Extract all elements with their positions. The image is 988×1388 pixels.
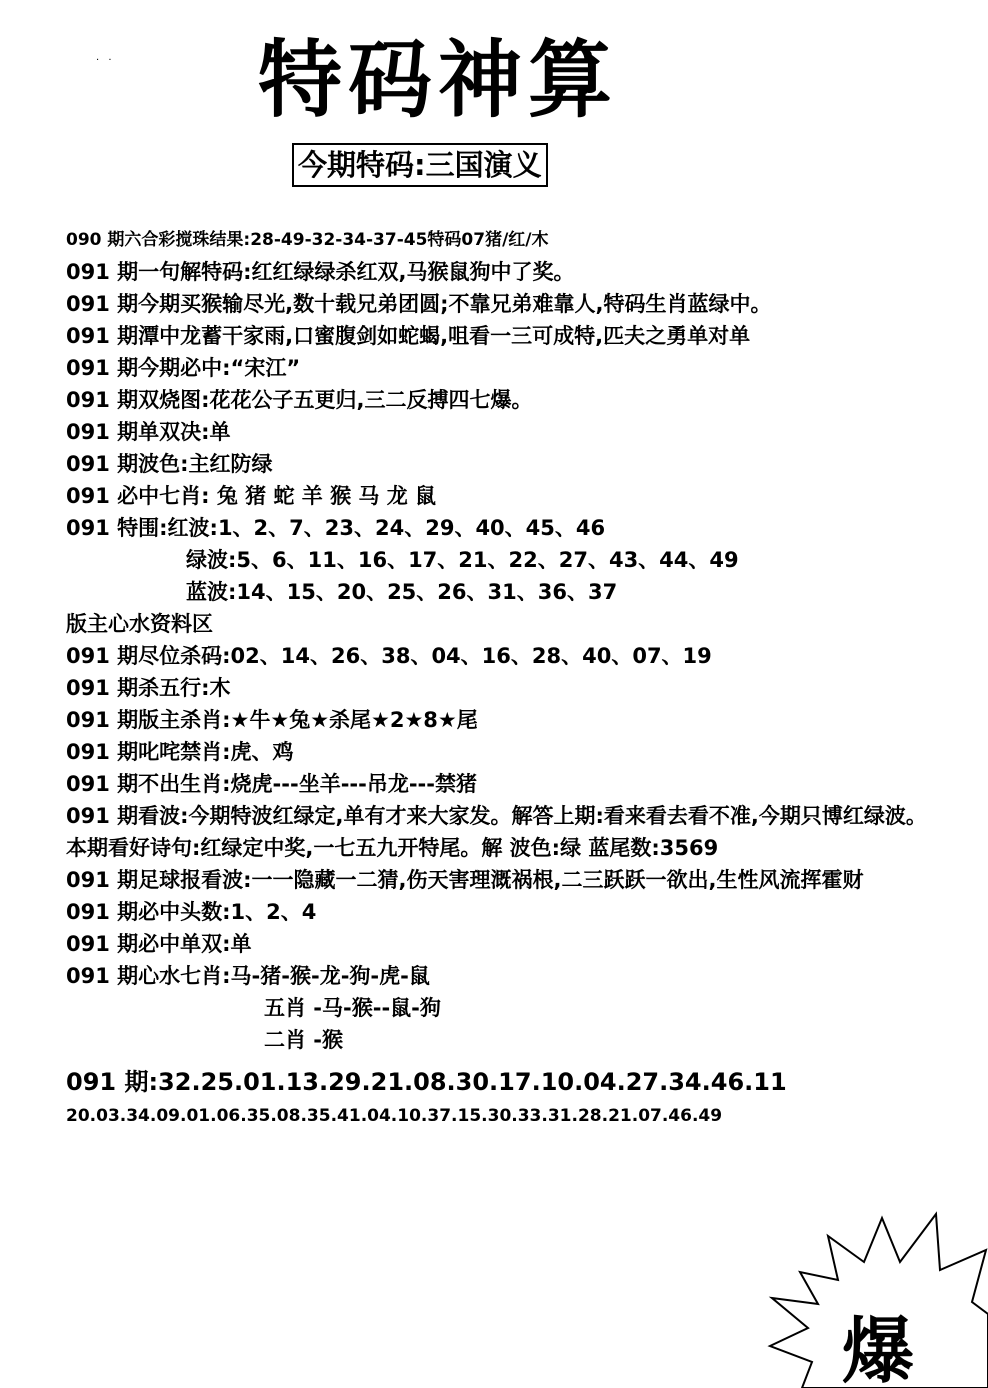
text-line: 091 期看波:今期特波红绿定,单有才来大家发。解答上期:看来看去看不准,今期只博红绿波。: [66, 804, 927, 828]
numbers-line: 091 期:32.25.01.13.29.21.08.30.17.10.04.27.34.46.11: [66, 1068, 787, 1096]
text-line: 091 期双烧图:花花公子五更归,三二反搏四七爆。: [66, 388, 533, 412]
text-line: 091 期潭中龙蓄干家雨,口蜜腹剑如蛇蝎,咀看一三可成特,匹夫之勇单对单: [66, 324, 751, 348]
wave-blue-line: 蓝波:14、15、20、25、26、31、36、37: [186, 580, 618, 604]
text-line: 091 期不出生肖:烧虎---坐羊---吊龙---禁猪: [66, 772, 477, 796]
section-heading: 版主心水资料区: [66, 612, 213, 636]
two-zodiac-line: 二肖 -猴: [264, 1028, 344, 1052]
numbers-line: 20.03.34.09.01.06.35.08.35.41.04.10.37.15.30.33.31.28.21.07.46.49: [66, 1106, 723, 1126]
wave-green-line: 绿波:5、6、11、16、17、21、22、27、43、44、49: [186, 548, 739, 572]
spacer: [66, 1056, 956, 1064]
five-zodiac-line: 五肖 -马-猴--鼠-狗: [264, 996, 441, 1020]
page-title: 特码神算: [258, 31, 619, 129]
text-line: 091 期叱咤禁肖:虎、鸡: [66, 740, 294, 764]
text-line: 091 期波色:主红防绿: [66, 452, 273, 476]
text-line: 091 期尽位杀码:02、14、26、38、04、16、28、40、07、19: [66, 644, 712, 668]
text-line: 091 期心水七肖:马-猪-猴-龙-狗-虎-鼠: [66, 964, 430, 988]
text-line: 091 期版主杀肖:★牛★兔★杀尾★2★8★尾: [66, 708, 478, 732]
text-line: 091 期一句解特码:红红绿绿杀红双,马猴鼠狗中了奖。: [66, 260, 575, 284]
text-line: 本期看好诗句:红绿定中奖,一七五九开特尾。解 波色:绿 蓝尾数:3569: [66, 836, 719, 860]
wave-red-line: 091 特围:红波:1、2、7、23、24、29、40、45、46: [66, 516, 606, 540]
text-line: 091 期足球报看波:一一隐藏一二猜,伤天害理溉祸根,二三跃跃一欲出,生性风流挥霍财: [66, 868, 864, 892]
text-line: 091 期杀五行:木: [66, 676, 231, 700]
burst-starburst-icon: [760, 1210, 988, 1388]
corner-dots: . .: [96, 52, 115, 63]
text-line: 091 期单双决:单: [66, 420, 231, 444]
content-body: [66, 224, 956, 1132]
text-line: 091 期今期必中:“宋江”: [66, 356, 301, 380]
burst-label: 爆: [841, 1309, 915, 1388]
text-line: 091 必中七肖: 兔 猪 蛇 羊 猴 马 龙 鼠: [66, 484, 437, 508]
boxed-subtitle: 今期特码:三国演义: [292, 143, 548, 187]
text-line: 091 期必中单双:单: [66, 932, 252, 956]
text-line: 091 期今期买猴输尽光,数十载兄弟团圆;不靠兄弟难靠人,特码生肖蓝绿中。: [66, 292, 772, 316]
text-line: 091 期必中头数:1、2、4: [66, 900, 317, 924]
result-line: 090 期六合彩搅珠结果:28-49-32-34-37-45特码07猪/红/木: [66, 230, 549, 250]
